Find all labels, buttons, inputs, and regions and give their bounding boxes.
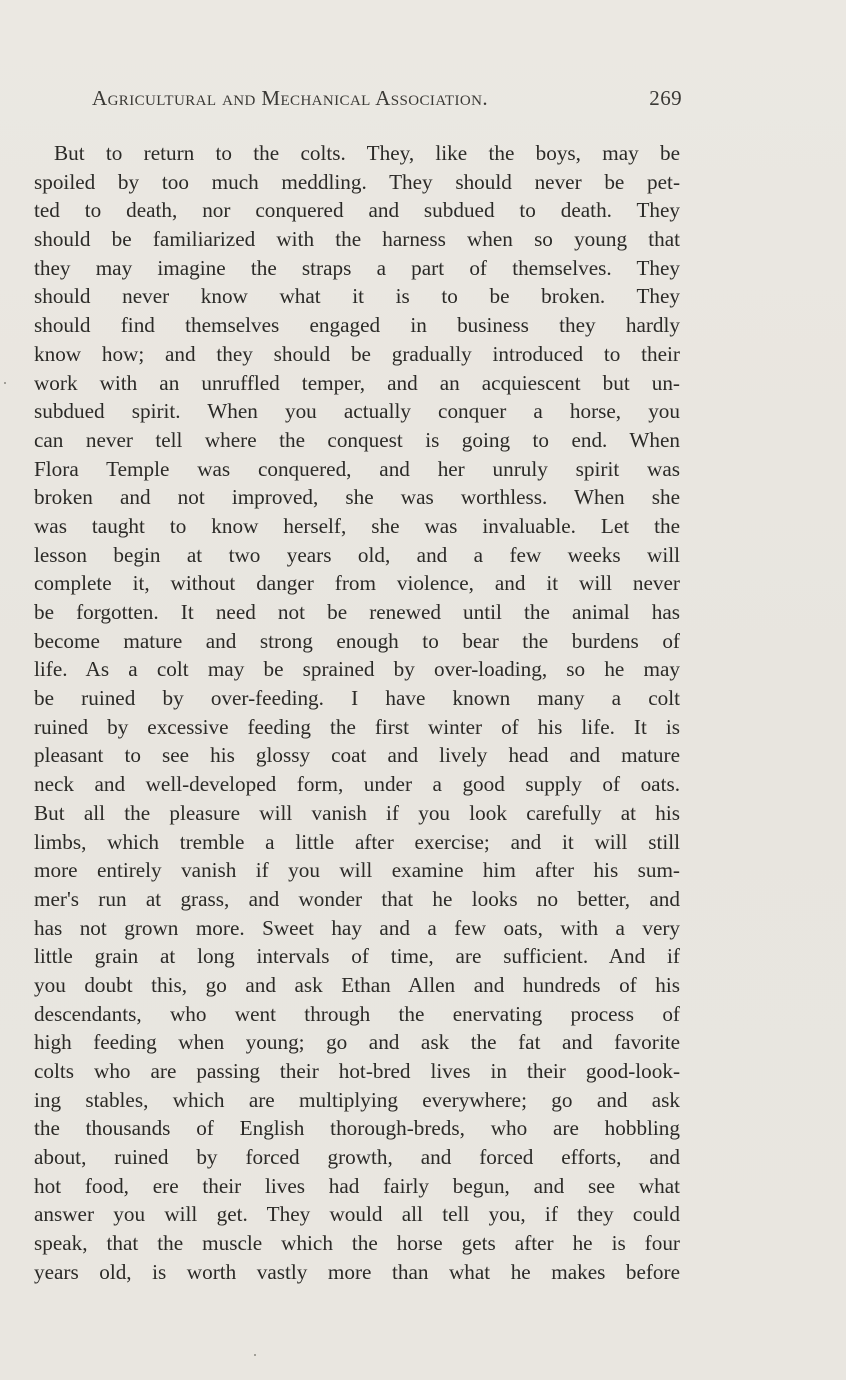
text-line: complete it, without danger from violence, and it will never [34,571,680,596]
text-line: Flora Temple was conquered, and her unruly spirit was [34,456,680,481]
text-line: should never know what it is to be broken. They [34,284,680,309]
running-head [92,86,682,118]
text-line: years old, is worth vastly more than what he makes before [34,1259,680,1284]
text-line: should find themselves engaged in business they hardly [34,313,680,338]
text-line: about, ruined by forced growth, and forced efforts, and [34,1145,680,1170]
text-line: more entirely vanish if you will examine him after his sum- [34,858,680,883]
text-line: was taught to know herself, she was invaluable. Let the [34,513,680,538]
text-line: high feeding when young; go and ask the fat and favorite [34,1030,680,1055]
paper-speck [254,1354,256,1356]
text-line: can never tell where the conquest is going to end. When [34,427,680,452]
text-line: spoiled by too much meddling. They should never be pet- [34,169,680,194]
text-line: know how; and they should be gradually introduced to their [34,341,680,366]
text-line: ing stables, which are multiplying everywhere; go and ask [34,1087,680,1112]
text-line: colts who are passing their hot-bred lives in their good-look- [34,1059,680,1083]
text-line: neck and well-developed form, under a good supply of oats. [34,772,680,797]
text-line: descendants, who went through the enervating process of [34,1001,680,1026]
text-line: lesson begin at two years old, and a few weeks will [34,542,680,567]
text-line: life. As a colt may be sprained by over-loading, so he may [34,657,680,682]
body-text [34,139,680,1287]
text-line: be ruined by over-feeding. I have known many a colt [34,686,680,711]
text-line: the thousands of English thorough-breds, who are hobbling [34,1116,680,1141]
text-line: pleasant to see his glossy coat and lively head and mature [34,743,680,768]
text-line: work with an unruffled temper, and an acquiescent but un- [34,370,680,395]
text-line: subdued spirit. When you actually conquer a horse, you [34,399,680,424]
paper-speck [4,382,6,384]
page-number: 269 [649,86,682,110]
text-line: you doubt this, go and ask Ethan Allen and hundreds of his [34,972,680,997]
text-line: ruined by excessive feeding the first winter of his life. It is [34,714,680,739]
text-line: hot food, ere their lives had fairly begun, and see what [34,1173,680,1198]
text-line: limbs, which tremble a little after exercise; and it will still [34,829,680,854]
text-line: little grain at long intervals of time, are sufficient. And if [34,944,680,969]
text-line: answer you will get. They would all tell you, if they could [34,1202,680,1227]
text-line: has not grown more. Sweet hay and a few oats, with a very [34,915,680,940]
text-line: mer's run at grass, and wonder that he looks no better, and [34,886,680,911]
text-line: But all the pleasure will vanish if you look carefully at his [34,800,680,825]
text-line: broken and not improved, she was worthless. When she [34,485,680,510]
text-line: But to return to the colts. They, like the boys, may be [54,141,680,165]
text-line: should be familiarized with the harness when so young that [34,227,680,252]
running-head-title: Agricultural and Mechanical Association. [92,86,488,110]
text-line: become mature and strong enough to bear the burdens of [34,628,680,653]
text-line: they may imagine the straps a part of themselves. They [34,255,680,280]
text-line: speak, that the muscle which the horse gets after he is four [34,1231,680,1256]
text-line: be forgotten. It need not be renewed until the animal has [34,600,680,624]
text-line: ted to death, nor conquered and subdued to death. They [34,198,680,223]
